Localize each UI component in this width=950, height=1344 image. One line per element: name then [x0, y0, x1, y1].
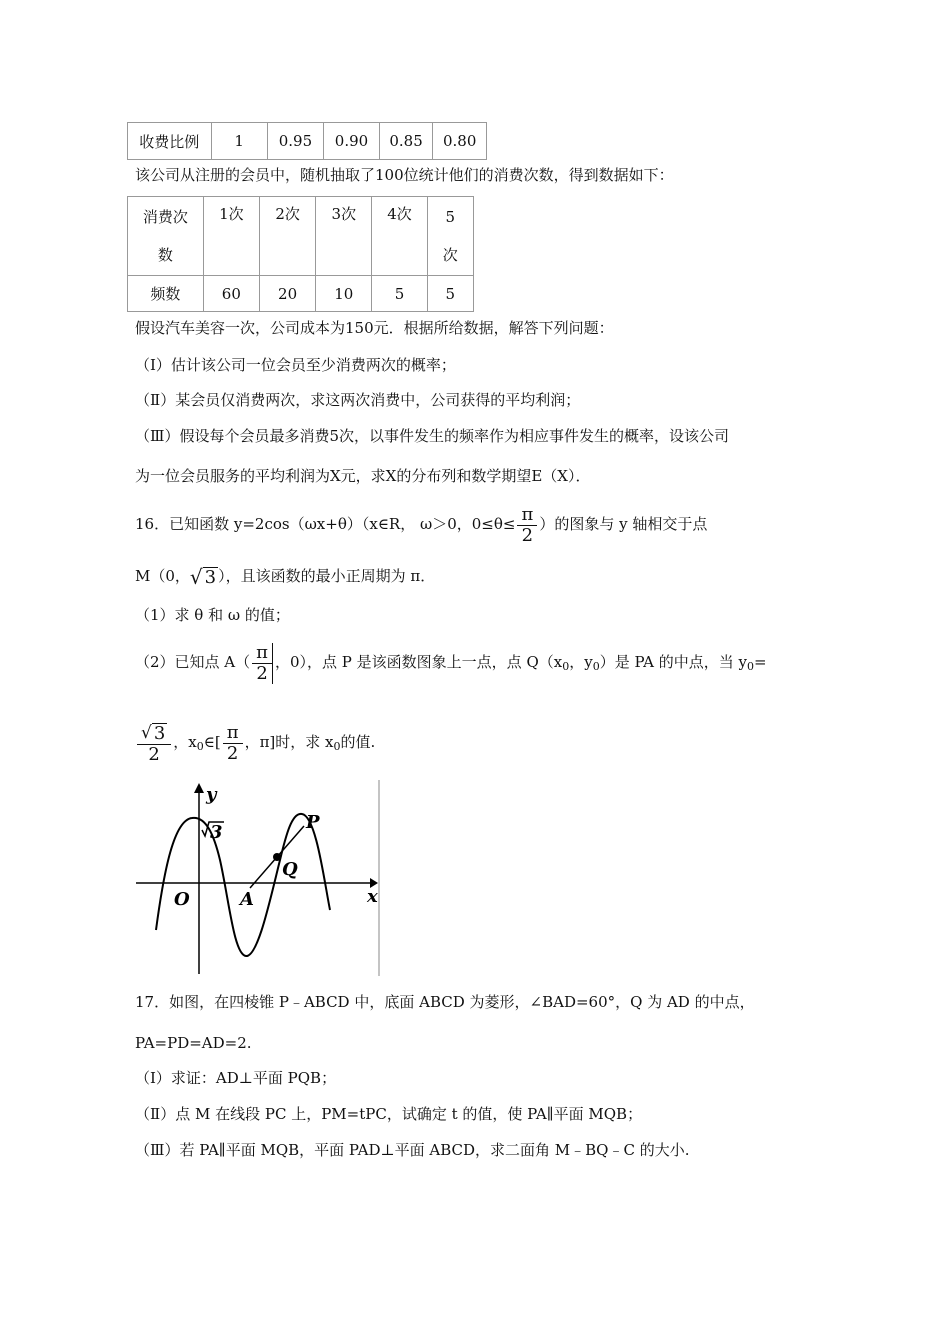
- header-label-line1: 消费次: [142, 208, 188, 226]
- table-header-cell: 2次: [259, 197, 315, 276]
- q17-part1: （Ⅰ）求证：AD⊥平面 PQB；: [135, 1069, 337, 1087]
- table-cell: 1: [211, 123, 267, 160]
- table-header-cell: 4次: [372, 197, 427, 276]
- fraction-numerator: π: [517, 505, 537, 526]
- table-header-cell: [427, 197, 473, 276]
- radical-sign-icon: √: [141, 722, 152, 743]
- q17-stem-line2: PA=PD=AD=2.: [135, 1034, 252, 1052]
- table-row: [128, 197, 474, 276]
- q16-line2: [135, 566, 435, 588]
- table-cell: 0.90: [324, 123, 380, 160]
- q17-stem-line1: 17．如图，在四棱锥 P﹣ABCD 中，底面 ABCD 为菱形，∠BAD=60°，Q 为 AD 的中点，: [135, 993, 755, 1011]
- q16-stem: [135, 500, 707, 548]
- table-cell: 0.85: [379, 123, 433, 160]
- sqrt-3: [190, 566, 218, 588]
- y-axis-arrow-icon: [194, 783, 204, 793]
- pi-over-2-fraction: [517, 505, 537, 546]
- q16-line4-c: ，π]时，求 x: [244, 733, 334, 751]
- pi-over-2-fraction: [252, 643, 273, 684]
- fraction-denominator: 2: [256, 662, 268, 684]
- origin-label: O: [174, 889, 190, 910]
- table-cell: 10: [316, 276, 372, 312]
- point-a-label: A: [240, 889, 254, 910]
- frequency-table: [127, 196, 474, 312]
- radicand: 3: [204, 567, 217, 588]
- q16-stem-a: 16．已知函数 y=2cos（ωx+θ）（x∈R， ω＞0，0≤θ≤: [135, 515, 516, 533]
- header-label-line2: 次: [442, 246, 458, 264]
- q15-assumption: 假设汽车美容一次，公司成本为150元．根据所给数据，解答下列问题：: [135, 319, 614, 337]
- q16-line4: [135, 716, 375, 773]
- fraction-denominator: 2: [226, 742, 239, 764]
- y-axis-label: y: [206, 784, 217, 805]
- q16-part2-c: ，y: [569, 653, 593, 671]
- point-p-label: P: [306, 812, 320, 833]
- subscript: 0: [562, 660, 570, 673]
- q17-part2: （Ⅱ）点 M 在线段 PC 上，PM=tPC，试确定 t 的值，使 PA∥平面 MQB；: [135, 1105, 643, 1123]
- q15-part2: （Ⅱ）某会员仅消费两次，求这两次消费中，公司获得的平均利润；: [135, 391, 581, 409]
- table-header-cell: [128, 197, 204, 276]
- radical-sign-icon: √: [189, 565, 203, 589]
- q15-part1: （Ⅰ）估计该公司一位会员至少消费两次的概率；: [135, 356, 456, 374]
- cosine-graph-figure: [134, 780, 384, 980]
- sqrt3-over-2-fraction: [137, 722, 171, 765]
- table-cell: 0.95: [267, 123, 324, 160]
- q16-stem-b: ）的图象与 y 轴相交于点: [539, 515, 708, 533]
- subscript: 0: [592, 660, 600, 673]
- point-q-label: Q: [282, 859, 298, 880]
- point-q-marker: [273, 853, 281, 861]
- q15-part3-line2: 为一位会员服务的平均利润为X元，求X的分布列和数学期望E（X）．: [135, 467, 591, 485]
- table-header-cell: 1次: [203, 197, 259, 276]
- subscript: 0: [196, 740, 204, 753]
- q16-part2-b: ，0），点 P 是该函数图象上一点，点 Q（x: [275, 653, 563, 671]
- q15-part3-line1: （Ⅲ）假设每个会员最多消费5次，以事件发生的频率作为相应事件发生的概率，设该公司: [135, 427, 730, 445]
- q16-part2: [135, 638, 767, 691]
- x-axis-label: x: [367, 886, 378, 907]
- subscript: 0: [747, 660, 755, 673]
- table-cell: 60: [203, 276, 259, 312]
- fraction-denominator: 2: [521, 524, 534, 546]
- table-row: [128, 276, 474, 312]
- q16-part2-a: （2）已知点 A（: [135, 653, 251, 671]
- table-cell: 5: [427, 276, 473, 312]
- q16-part2-e: =: [754, 653, 767, 671]
- fraction-denominator: 2: [148, 743, 160, 765]
- cosine-curve: [156, 814, 330, 956]
- table-row: [128, 123, 487, 160]
- table-cell: 0.80: [433, 123, 487, 160]
- table-cell: 5: [372, 276, 427, 312]
- table-cell: 收费比例: [128, 123, 212, 160]
- q16-line4-b: ∈[: [203, 733, 221, 751]
- fraction-numerator: π: [252, 643, 272, 664]
- header-label-line2: 数: [157, 246, 173, 264]
- pi-over-2-fraction: [223, 723, 243, 764]
- header-label-line1: 5: [445, 208, 456, 226]
- table-header-cell: 3次: [316, 197, 372, 276]
- q16-line4-a: ，x: [173, 733, 197, 751]
- sqrt-3: [141, 722, 167, 744]
- fraction-numerator: [137, 722, 171, 745]
- q16-part1: （1）求 θ 和 ω 的值；: [135, 606, 290, 624]
- fee-ratio-table: [127, 122, 487, 160]
- sqrt3-graph-label: 3: [210, 822, 223, 843]
- q16-line4-d: 的值.: [340, 733, 376, 751]
- sample-intro: 该公司从注册的会员中，随机抽取了100位统计他们的消费次数，得到数据如下：: [135, 166, 674, 184]
- q16-part2-d: ）是 PA 的中点，当 y: [599, 653, 748, 671]
- radicand: 3: [153, 722, 166, 744]
- subscript: 0: [333, 740, 341, 753]
- table-cell: 频数: [128, 276, 204, 312]
- table-cell: 20: [259, 276, 315, 312]
- q16-line2-a: M（0，: [135, 567, 190, 585]
- fraction-numerator: π: [223, 723, 243, 744]
- q17-part3: （Ⅲ）若 PA∥平面 MQB，平面 PAD⊥平面 ABCD，求二面角 M﹣BQ﹣C 的大小.: [135, 1141, 690, 1159]
- q16-line2-b: ），且该函数的最小正周期为 π．: [218, 567, 436, 585]
